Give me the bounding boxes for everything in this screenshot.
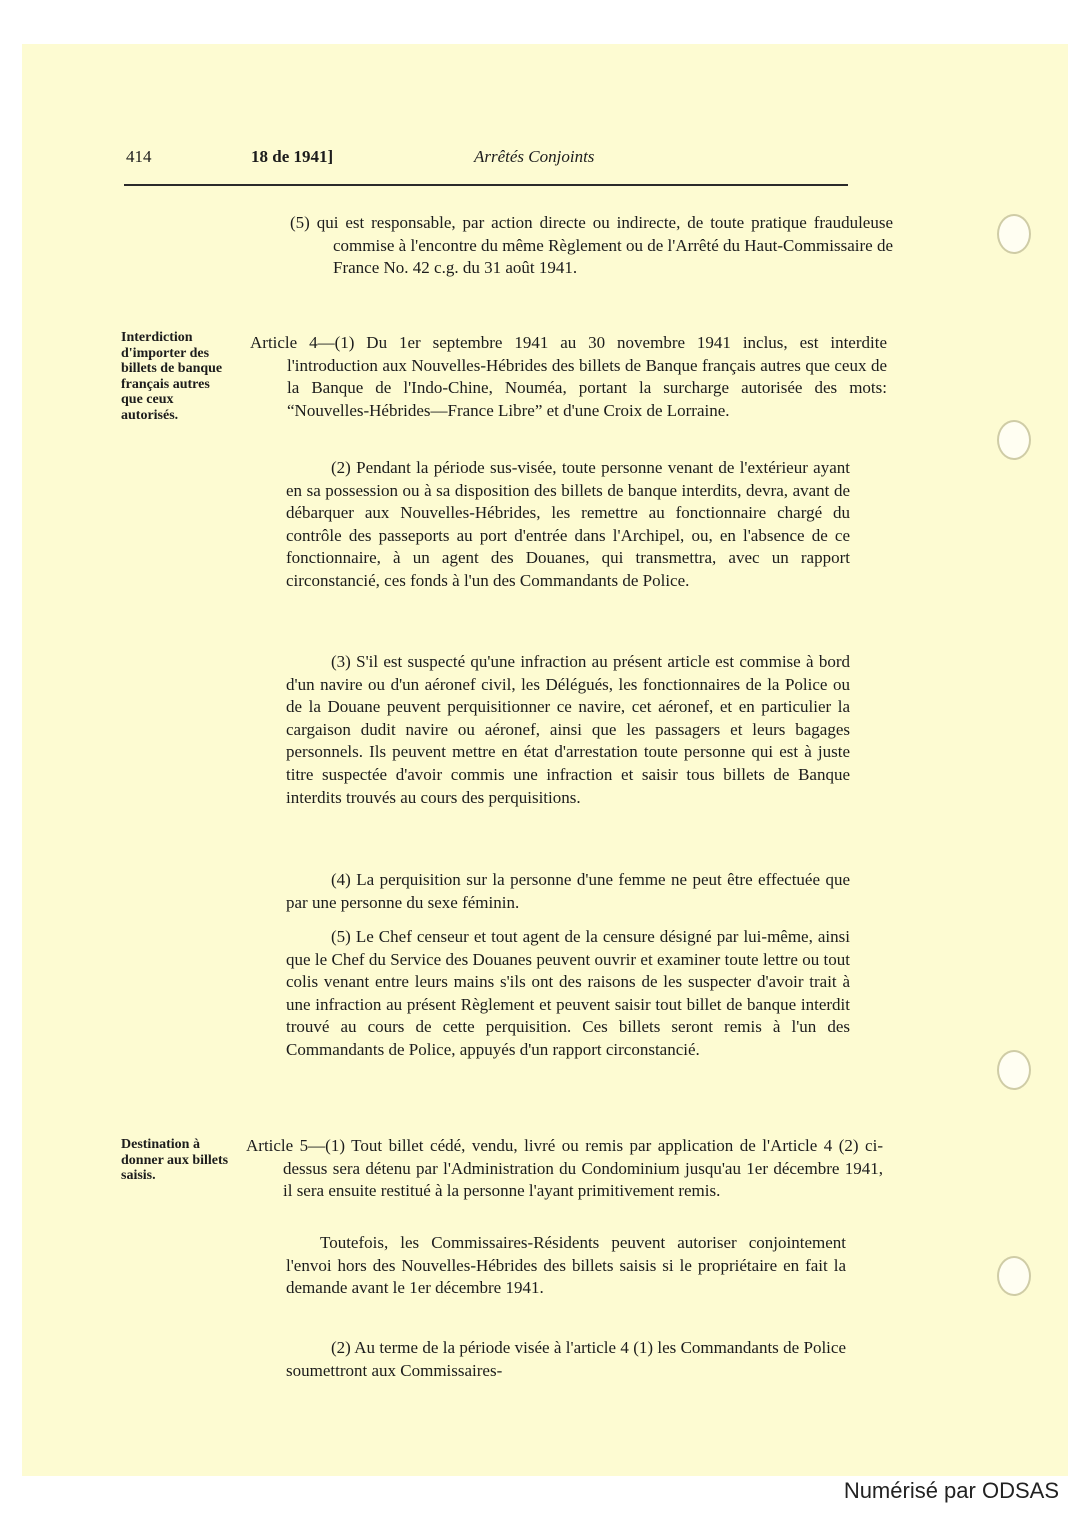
paragraph-article-4-1: Article 4—(1) Du 1er septembre 1941 au 30 novembre 1941 inclus, est interdite l'introduction aux Nouvelles-Hébrides des billets de Banque français autres que ceux de la Banque de l'Indo-Chine, Nouméa, portant la surcharge autorisée des mots: “Nouvelles-Hébrides—France Libre” et d'une Croix de Lorraine. [250, 333, 887, 420]
page-title: Arrêtés Conjoints [474, 147, 595, 166]
sidenote-article-4: Interdiction d'importer des billets de banque français autres que ceux autorisés. [121, 330, 223, 423]
page-number: 414 [126, 147, 152, 166]
paragraph-article-4-5: (5) Le Chef censeur et tout agent de la censure désigné par lui-même, ainsi que le Chef du Service des Douanes peuvent ouvrir et examiner toute lettre ou tout colis venant entre leurs mains s'ils ont des raisons de les suspecter d'avoir trait à une infraction au présent Règlement et peuvent saisir tout billet de banque interdit trouvé au cours de cette perquisition. Ces billets seront remis à l'un des Commandants de Police, appuyés d'un rapport circonstancié. [286, 927, 850, 1059]
sidenote-article-5: Destination à donner aux billets saisis. [121, 1137, 229, 1183]
paragraph-article-5-toutefois: Toutefois, les Commissaires-Résidents peuvent autoriser conjointement l'envoi hors des Nouvelles-Hébrides des billets saisis si le propriétaire en fait la demande avant le 1er décembre 1941. [286, 1233, 846, 1298]
punch-hole [997, 420, 1031, 460]
paragraph-article-5-2: (2) Au terme de la période visée à l'article 4 (1) les Commandants de Police soumettront aux Commissaires- [286, 1338, 846, 1380]
paragraph-article-4-3: (3) S'il est suspecté qu'une infraction au présent article est commise à bord d'un navire ou d'un aéronef civil, les Délégués, les fonctionnaires de la Police ou de la Douane peuvent perquisitionner ce navire, cet aéronef, et en particulier la cargaison dudit navire ou aéronef, ainsi que les passagers et leurs bagages personnels. Ils peuvent mettre en état d'arrestation toute personne qui est à juste titre suspectée d'avoir commis une infraction et saisir tous billets de Banque interdits trouvés au cours des perquisitions. [286, 652, 850, 807]
paragraph-article-4-4: (4) La perquisition sur la personne d'une femme ne peut être effectuée que par une personne du sexe féminin. [286, 870, 850, 912]
header-rule [124, 184, 848, 186]
punch-hole [997, 1256, 1031, 1296]
punch-hole [997, 214, 1031, 254]
paragraph-article-4-2: (2) Pendant la période sus-visée, toute personne venant de l'extérieur ayant en sa possession ou à sa disposition des billets de banque interdits, devra, avant de débarquer aux Nouvelles-Hébrides, les remettre au fonctionnaire chargé du contrôle des passeports au port d'entrée dans l'Archipel, ou, en l'absence de ce fonctionnaire, à un agent des Douanes, qui transmettra, avec un rapport circonstancié, ces fonds à l'un des Commandants de Police. [286, 458, 850, 590]
header-reference: 18 de 1941] [251, 147, 334, 166]
paragraph-article-5-1: Article 5—(1) Tout billet cédé, vendu, livré ou remis par application de l'Article 4 (2) ci-dessus sera détenu par l'Administration du Condominium jusqu'au 1er décembre 1941, il sera ensuite restitué à la personne l'ayant primitivement remis. [246, 1136, 883, 1201]
digitization-credit: Numérisé par ODSAS [843, 1478, 1059, 1503]
paragraph-5-previous: (5) qui est responsable, par action directe ou indirecte, de toute pratique frauduleuse commise à l'encontre du même Règlement ou de l'Arrêté du Haut-Commissaire de France No. 42 c.g. du 31 août 1941. [290, 213, 893, 278]
punch-hole [997, 1050, 1031, 1090]
